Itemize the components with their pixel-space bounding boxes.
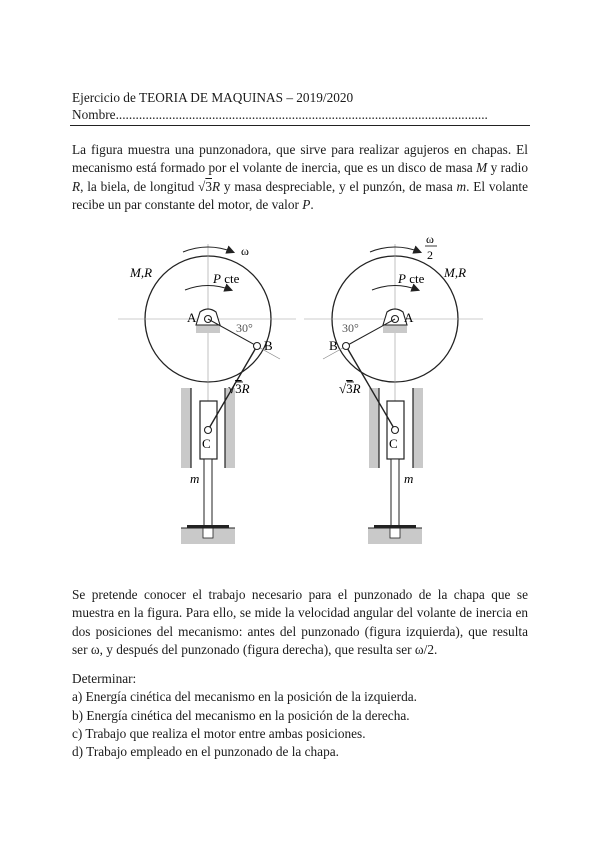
right-torque-label: P cte: [398, 271, 425, 286]
intro-text-2: y radio: [487, 160, 529, 176]
left-mass-label: M,R: [130, 265, 153, 280]
right-rod-length: √3R: [339, 381, 361, 396]
symbol-R: R: [72, 178, 81, 194]
task-item-c: c) Trabajo que realiza el motor entre ambas posiciones.: [72, 725, 366, 741]
left-guide-wall-left: [181, 388, 191, 468]
intro-paragraph: [72, 141, 528, 214]
intro-text-4: y masa despreciable, y el punzón, de masa: [220, 178, 457, 194]
right-punch-mass: m: [404, 471, 414, 486]
symbol-R-rod: R: [212, 178, 221, 194]
right-angle: 30°: [342, 321, 359, 335]
left-omega: ω: [241, 244, 249, 258]
task-item-b: b) Energía cinética del mecanismo en la posición de la derecha.: [72, 707, 410, 723]
header-rule: [70, 125, 530, 126]
right-point-A: A: [404, 310, 414, 325]
right-point-C: C: [389, 436, 398, 451]
left-punch-rod: [204, 459, 212, 529]
task-list: [72, 670, 417, 761]
left-torque-label: P cte: [213, 271, 240, 286]
right-punch-rod: [391, 459, 399, 529]
intro-text-3: , la biela, de longitud: [80, 178, 199, 194]
symbol-P: P: [302, 196, 311, 212]
symbol-m: m: [456, 178, 467, 194]
left-mechanism: [118, 244, 296, 544]
right-mass-label: M,R: [444, 265, 467, 280]
symbol-M: M: [476, 160, 488, 176]
sqrt-radicand: 3: [205, 178, 212, 194]
right-mechanism: [304, 232, 483, 544]
measurement-paragraph: Se pretende conocer el trabajo necesario para el punzonado de la chapa que se muestra en la figura. Para ello, se mide la velocidad angular del volante de inercia en dos posiciones del mecanismo: antes del punzonado (figura izquierda), que resulta ser ω, y después del punzonado (figura derecha), que resulta ser ω/2.: [72, 587, 528, 657]
left-rod-length: √3R: [228, 381, 250, 396]
intro-text-5: . El volante recibe un par constante del motor, de valor: [72, 178, 528, 212]
intro-text-1: La figura muestra una punzonadora, que sirve para realizar agujeros en chapas. El mecanismo está formado por el volante de inercia, que es un disco de masa: [72, 142, 528, 176]
right-guide-wall-right: [413, 388, 423, 468]
left-punch-mass: m: [190, 471, 200, 486]
left-support-base: [196, 325, 220, 333]
left-point-A: A: [187, 310, 197, 325]
task-item-a: a) Energía cinética del mecanismo en la posición de la izquierda.: [72, 689, 417, 705]
task-heading: Determinar:: [72, 671, 137, 686]
name-field-line: Nombre................................................................................................................: [72, 107, 488, 122]
right-omega-denominator: 2: [427, 248, 433, 262]
left-point-C: C: [202, 436, 211, 451]
intro-text-6: .: [310, 196, 314, 212]
left-angle: 30°: [236, 321, 253, 335]
task-item-d: d) Trabajo empleado en el punzonado de la chapa.: [72, 744, 339, 760]
punch-mechanism-figure: [0, 230, 600, 560]
right-point-B: B: [329, 338, 338, 353]
exercise-title: Ejercicio de TEORIA DE MAQUINAS – 2019/2020: [72, 90, 354, 105]
sqrt-sign: √: [198, 178, 206, 194]
right-support-base: [383, 325, 407, 333]
right-omega-numerator: ω: [426, 232, 434, 246]
left-point-B: B: [264, 338, 273, 353]
left-guide-wall-right: [225, 388, 235, 468]
